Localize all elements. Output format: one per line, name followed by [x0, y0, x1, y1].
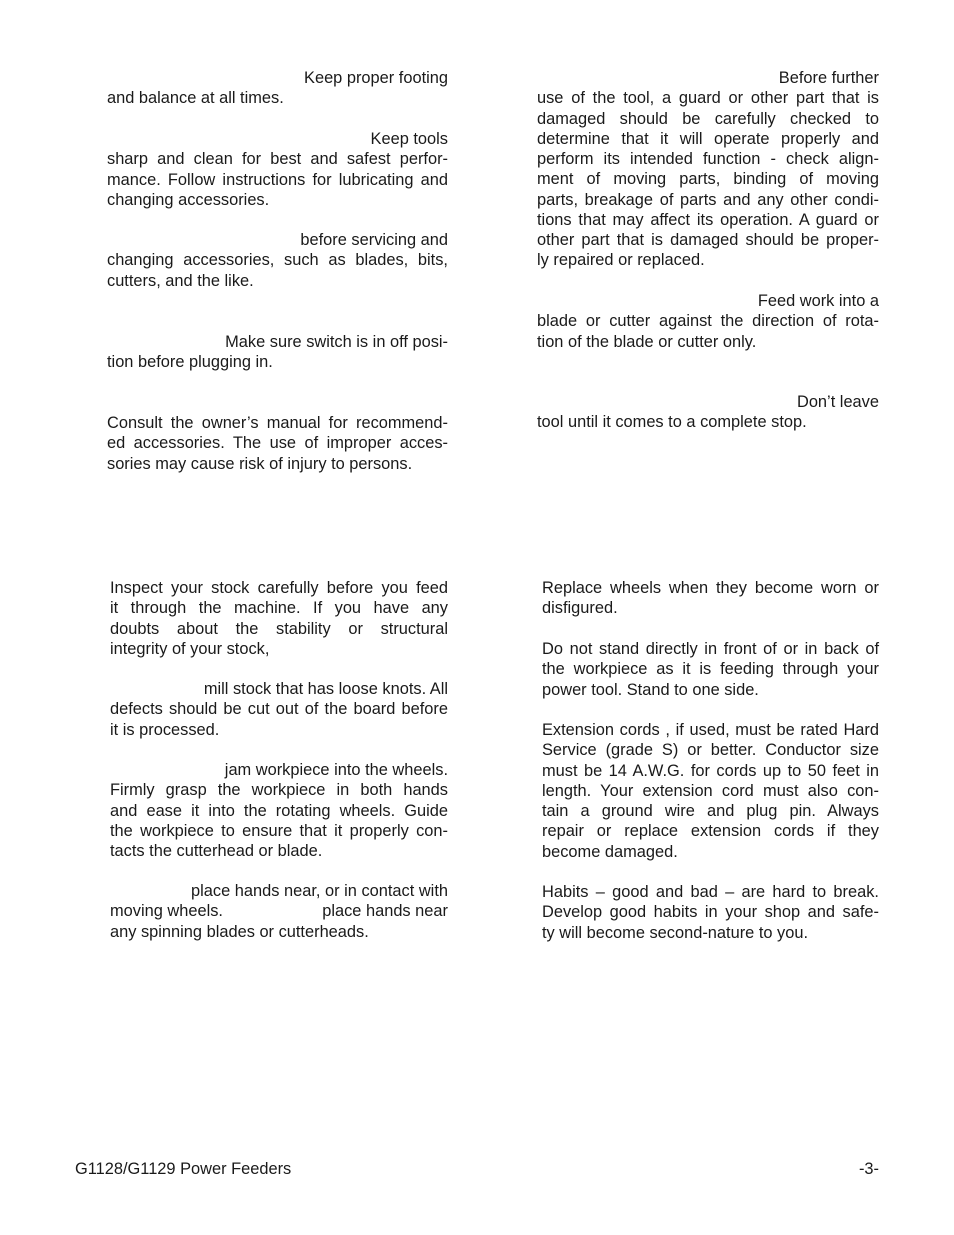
- text-line: sharp and clean for best and safest perfor-: [107, 150, 448, 169]
- text-line: sories may cause risk of injury to persons.: [107, 454, 413, 473]
- text-line: power tool. Stand to one side.: [542, 680, 759, 699]
- text-line: ment of moving parts, binding of moving: [537, 170, 879, 189]
- safety-rule-unintentional-starting: [107, 332, 448, 373]
- text-line: Service (grade S) or better. Conductor size: [542, 741, 879, 760]
- text-line: changing accessories.: [107, 190, 270, 209]
- text-line: tacts the cutterhead or blade.: [110, 842, 323, 860]
- text-line: before servicing and: [300, 231, 448, 249]
- safety-rule-damaged-parts: [537, 68, 879, 271]
- text-line: Feed work into a: [757, 292, 879, 310]
- text-segment: moving wheels.: [110, 902, 223, 921]
- text-line: and ease it into the rotating wheels. Guide: [110, 801, 448, 820]
- text-segment: place hands near: [322, 902, 448, 921]
- safety-rule-accessories: [107, 413, 448, 474]
- text-line: ly repaired or replaced.: [537, 251, 705, 270]
- text-line: defects should be cut out of the board before: [110, 700, 448, 719]
- text-line: tion before plugging in.: [107, 353, 273, 372]
- feeder-rule-inspect-stock: [110, 578, 448, 659]
- text-line: ty will become second-nature to you.: [542, 923, 809, 942]
- footer-document-title: G1128/G1129 Power Feeders: [75, 1160, 292, 1178]
- text-line: the workpiece to ensure that it properly con-: [110, 821, 448, 840]
- text-line: tool until it comes to a complete stop.: [537, 413, 807, 432]
- text-line: repair or replace extension cords if they: [542, 822, 879, 841]
- text-line: Develop good habits in your shop and safe-: [542, 903, 879, 922]
- text-line: Extension cords , if used, must be rated Hard: [542, 721, 879, 739]
- text-line: jam workpiece into the wheels.: [224, 761, 448, 779]
- text-line: Keep proper footing: [304, 69, 448, 87]
- feeder-rule-stand-aside: [542, 639, 879, 700]
- feeder-rule-extension-cords: [542, 720, 879, 862]
- text-line: Replace wheels when they become worn or: [542, 579, 879, 597]
- text-line: Before further: [778, 69, 879, 87]
- text-line: place hands near, or in contact with: [191, 882, 448, 900]
- safety-rule-feed-direction: [537, 291, 879, 352]
- text-line: mill stock that has loose knots. All: [203, 680, 448, 698]
- feeder-rule-loose-knots: [110, 679, 448, 740]
- text-line: tions that may affect its operation. A guard or: [537, 210, 879, 229]
- text-line: it is processed.: [110, 720, 220, 739]
- safety-rule-maintain-tools: [107, 129, 448, 210]
- feeder-rule-habits: [542, 882, 879, 943]
- safety-rule-unattended: [537, 392, 879, 433]
- text-line: Keep tools: [370, 130, 448, 148]
- text-line: blade or cutter against the direction of rota-: [537, 312, 879, 331]
- feeder-rule-jam-workpiece: [110, 760, 448, 861]
- text-line: Firmly grasp the workpiece in both hands: [110, 781, 448, 800]
- text-line: disfigured.: [542, 599, 618, 618]
- text-line: Consult the owner’s manual for recommend-: [107, 414, 448, 432]
- text-line: doubts about the stability or structural: [110, 619, 448, 638]
- text-line: Make sure switch is in off posi-: [225, 333, 448, 351]
- text-line: and balance at all times.: [107, 89, 284, 108]
- text-line-split: [110, 901, 448, 921]
- safety-rule-disconnect: [107, 230, 448, 291]
- text-line: must be 14 A.W.G. for cords up to 50 feet in: [542, 761, 879, 780]
- text-line: Inspect your stock carefully before you feed: [110, 579, 448, 597]
- text-line: Don’t leave: [796, 393, 879, 411]
- text-line: perform its intended function - check align-: [537, 150, 879, 168]
- feeder-rule-hand-placement: [110, 881, 448, 942]
- text-line: become damaged.: [542, 842, 678, 861]
- text-line: any spinning blades or cutterheads.: [110, 922, 369, 941]
- text-line: the workpiece as it is feeding through your: [542, 660, 879, 679]
- footer-page-number: -3-: [858, 1160, 879, 1178]
- text-line: integrity of your stock,: [110, 639, 270, 658]
- text-line: it through the machine. If you have any: [110, 599, 448, 618]
- text-line: use of the tool, a guard or other part that is: [537, 89, 879, 108]
- text-line: determine that it will operate properly and: [537, 129, 879, 148]
- safety-rule-footing: [107, 68, 448, 109]
- text-line: ed accessories. The use of improper acces-: [107, 434, 448, 453]
- text-line: tain a ground wire and plug pin. Always: [542, 802, 879, 820]
- text-line: other part that is damaged should be proper-: [537, 231, 879, 249]
- text-line: Habits – good and bad – are hard to break.: [542, 883, 879, 901]
- text-line: parts, breakage of parts and any other condi-: [537, 190, 879, 209]
- text-line: damaged should be carefully checked to: [537, 109, 879, 128]
- text-line: mance. Follow instructions for lubricating and: [107, 170, 448, 189]
- text-line: Do not stand directly in front of or in back of: [542, 640, 879, 658]
- text-line: changing accessories, such as blades, bits,: [107, 251, 448, 270]
- text-line: cutters, and the like.: [107, 271, 254, 290]
- feeder-rule-replace-wheels: [542, 578, 879, 619]
- text-line: tion of the blade or cutter only.: [537, 332, 757, 351]
- text-line: length. Your extension cord must also con-: [542, 781, 879, 800]
